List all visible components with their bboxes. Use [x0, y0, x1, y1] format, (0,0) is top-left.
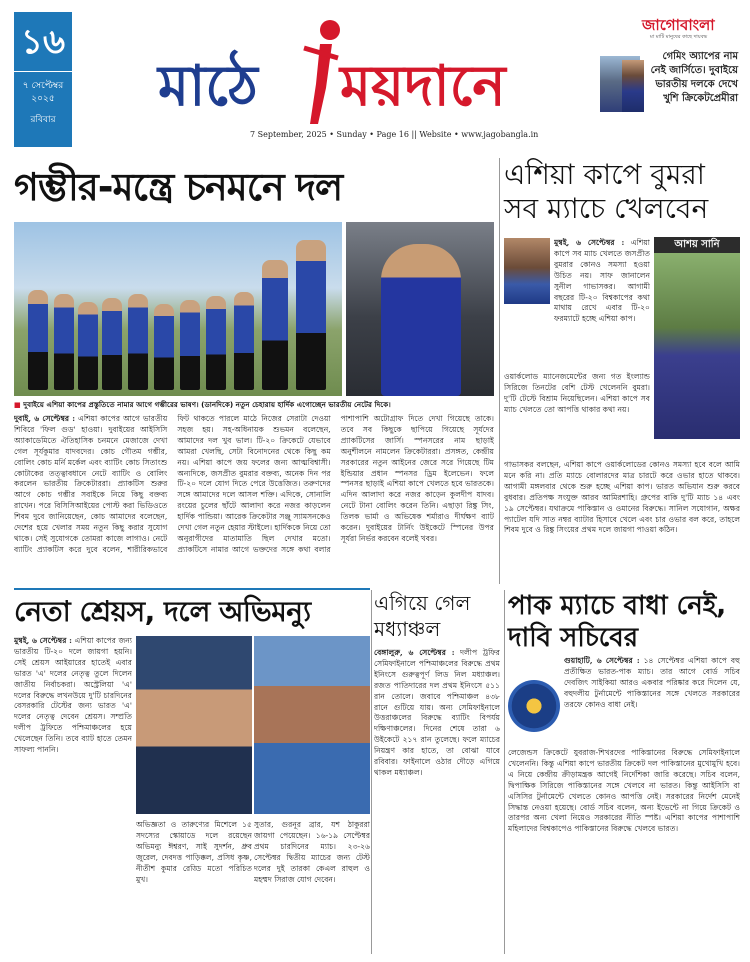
story-pak-match-text-1: ১৪ সেপ্টেম্বর এশিয়া কাপে বহু প্রতীক্ষিত ভারত-পাক ম্যাচ। তার আগে বোর্ড সচিব দেবজিৎ সাইকিয়া আরও একবার পরিষ্কার করে দিলেন যে, বহুদলীয় টুর্নামেন্টে পাকিস্তানের সঙ্গে খেলতে সরকারের তরফে কোনও বাধা নেই।	[564, 656, 740, 709]
story-pak-match-body-1	[564, 656, 740, 748]
headline-bumrah: এশিয়া কাপে বুমরা সব ম্যাচে খেলবেন	[504, 158, 709, 225]
story-shreyas-lead: মুম্বই, ৬ সেপ্টেম্বর :	[14, 636, 72, 645]
brand-tagline: মা মাটি মানুষের কাছে দায়বদ্ধ	[650, 34, 708, 40]
headline-shreyas: নেতা শ্রেয়স, দলে অভিমন্যু	[14, 595, 311, 628]
shreyas-photo	[136, 636, 252, 814]
photo-caption: ■ দুবাইয়ে এশিয়া কাপের প্রস্তুতিতে নামার আগে গম্ভীরের ভাষণ। (ডানদিকে) নতুন চেহারায় হার্দিক এগোচ্ছেন ভারতীয় নেটের দিকে।	[14, 400, 494, 412]
story-main-body	[14, 414, 494, 584]
story-shreyas-body-1	[14, 636, 132, 954]
story-main-text: এশিয়া কাপের আগে ভারতীয় শিবিরে 'ফিল গুড' হাওয়া। দুবাইয়ের আইসিসি অ্যাকাডেমিতে ঐতিহাসিক চনমনে মেজাজে দেখা গেল সূর্যকুমার যাদবদের। কোচ গৌতম গম্ভীর, বোলিং কোচ মর্নি মর্কেল এবং ব্যাটিং কোচ সিতাংশু কোটাকের তত্ত্বাবধানে নেটে ব্যাটিং ও বোলিং করলেন ভারতীয় ক্রিকেটাররা। প্র্যাকটিস শুরুর আগে কোচ গম্ভীর সবাইকে নিয়ে কিছু বক্তব্য রাখেন। পরে বিসিসিআইয়ের পোস্ট করা ভিডিওতে শিবম দুবে জানিয়েছেন, কোচ আমাদের বলেছেন, দেশের হয়ে খেলার সময় নতুন কিছু করার সুযোগ থাকে। সেই সুযোগকে তোমরা কাজে লাগাও। নেটে ব্যাটিং প্র্যাকটিস করে দুবে বলেন, শারীরিকভাবে ফিট থাকতে পারলে মাঠে নিজের সেরাটা দেওয়া সহজ হয়। সহ-অধিনায়ক শুভমন বলেছেন, আমাদের দল খুব ভাল। টি-২০ ক্রিকেটে যেভাবে আমরা খেলছি, সেটা বিনোদনের থেকে কিছু কম নয়। এশিয়া কাপে জয় ফলের জন্য আত্মবিশ্বাসী। অন্যদিকে, জসপ্রীত বুমরার বক্তব্য, অনেক দিন পর টি-২০ দলে যোগ দিতে পেরে উত্তেজিত। তরুণদের সঙ্গে আমাদের দলে আসল শক্তি। এদিকে, সোনালি রংয়ের চুলের ছাঁটে আলাদা করে নজর কাড়লেন হার্দিক পান্ডিয়া। আরেক ক্রিকেটার সঞ্জু স্যামসনকেও দেখা গেল নতুন হেয়ার স্টাইলে। হার্দিককে নিয়ে তো অনুরাগীদের মাতামাতি ছিল দেখার মতো। প্র্যাকটিসে নামার আগে ভক্তদের সঙ্গে কথা বলার পাশাপাশি অটোগ্রাফ দিতে দেখা গিয়েছে তাকে। তবে সব কিছুকে ছাপিয়ে গিয়েছে সূর্যদের প্র্যাকটিসের জার্সি। স্পনসরের নাম ছাড়াই অনুশীলনে নামলেন ক্রিকেটাররা। প্রসঙ্গত, কেন্দ্রীয় সরকারের নতুন আইনের জেরে সরে গিয়েছে টিম ইন্ডিয়ার প্রধান স্পনসর ড্রিম ইলেভেন। ফলে স্পনসর ছাড়াই এশিয়া কাপে খেলতে হবে ভারতকে। এদিন আলাদা করে নজর কাড়েন কুলদীপ যাদব। নেটে টানা বোলিং করেন তিনি। এছাড়া রিঙ্কু সিং, তিলক ভার্মা ও অভিষেক শর্মারাও দীর্ঘক্ষণ ব্যাট করেন। দুবাইয়ের টার্নিং উইকেটে স্পিনের উপর সূর্যরা নির্ভর করবেন বলেই খবর।	[14, 414, 494, 554]
teaser-text: গেমিং অ্যাপের নাম নেই জার্সিতে। দুবাইয়ে ভারতীয় দলকে দেখে খুশি ক্রিকেটপ্রেমীরা	[650, 51, 738, 104]
newspaper-brand: জাগোবাংলা	[642, 16, 715, 34]
section-logo-word-2: ময়দানে	[340, 54, 506, 119]
hardik-photo	[346, 222, 494, 396]
story-pak-match-lead: গুয়াহাটি, ৬ সেপ্টেম্বর :	[564, 656, 640, 665]
headline-pak-match: পাক ম্যাচে বাধা নেই, দাবি সচিবের	[508, 591, 727, 653]
story-central-zone-text: দলীপ ট্রফির সেমিফাইনালে পশ্চিমাঞ্চলের বিরুদ্ধে প্রথম ইনিংসে গুরুত্বপূর্ণ লিড নিল মধ্যাঞ্চল। রজত পাতিদারের দল প্রথম ইনিংসে ৫১১ রান তোলে। জবাবে পশ্চিমাঞ্চল ৪৩৮ রানে গুটিয়ে যায়। অন্য সেমিফাইনালে উত্তরাঞ্চলের বিরুদ্ধে ব্যাটিং বিপর্যয় দক্ষিণাঞ্চলের। দিনের শেষে তারা ৬ উইকেটে ২১৭ রান তুলেছে। ফলে ম্যাচের নিয়ন্ত্রণ কার হাতে, তা বোঝা যাবে রবিবার। ফাইনালে ওঠার দৌড়ে এগিয়ে থাকল মধ্যাঞ্চল।	[374, 648, 500, 777]
story-bumrah-body-3: গাভাসকর বলছেন, এশিয়া কাপে ওয়ার্কলোডের কোনও সমস্যা হবে বলে আমি মনে করি না। প্রতি ম্যাচে বোলারদের মাত্র চারটে করে ওভার হাতে থাকবে। আগামী মঙ্গলবার থেকে শুরু হচ্ছে এশিয়া কাপ। ভারত অভিযান শুরু করবে বুধবার। প্রতিপক্ষ সংযুক্ত আরব আমিরশাহি। গ্রুপের বাকি দু'টি ম্যাচ ১৪ এবং ১৯ সেপ্টেম্বর। যথাক্রমে পাকিস্তান ও ওমানের বিরুদ্ধে। সানিল সযোগান, অক্ষর প্যাটেল যদি সাত নম্বর ব্যাটার হিসাবে খেলে এবং চার ওভার বল করে, তাহলে শিবম দুবে ও রিঙ্কু সিংয়ের প্রথম দলে জায়গা পাওয়া কঠিন।	[504, 460, 740, 535]
story-bumrah-text-1: এশিয়া কাপে সব ম্যাচ খেলতে জসপ্রীত বুমরার কোনও সমস্যা হওয়া উচিত নয়। সাফ জানালেন সুনীল গাভাসকর। আগামী বছরের টি-২০ বিশ্বকাপের কথা মাথায় রেখে এবার টি-২০ ফরম্যাটে হচ্ছে এশিয়া কাপ।	[554, 238, 650, 324]
headline-central-zone: এগিয়ে গেল মধ্যাঞ্চল	[374, 591, 471, 641]
page-badge	[14, 12, 72, 147]
issue-date: ৭ সেপ্টেম্বর ২০২৫	[22, 81, 64, 104]
story-shreyas-text-1: এশিয়া কাপের জন্য ভারতীয় টি-২০ দলে জায়গা হয়নি। সেই শ্রেয়স আইয়ারের হাতেই এবার ভারত 'এ' দলের নেতৃত্ব তুলে দিলেন জাতীয় নির্বাচকরা। অস্ট্রেলিয়া 'এ' দলের বিরুদ্ধে লখনউয়ে দু'টি চারদিনের বেসরকারি টেস্টের জন্য ভারত 'এ' দলের নেতৃত্ব দেবেন শ্রেয়স। সম্প্রতি দলীপ ট্রফিতে পশ্চিমাঞ্চলের হয়ে খেলেছেন তিনি। তবে ব্যাট হাতে তেমন সাফল্য পাননি।	[14, 636, 132, 755]
team-huddle-photo	[14, 222, 342, 396]
section-logo-word-1: মাঠে	[158, 54, 258, 119]
story-central-zone-lead: বেঙ্গালুরু, ৬ সেপ্টেম্বর :	[374, 648, 455, 657]
story-bumrah-lead: মুম্বই, ৬ সেপ্টেম্বর :	[554, 238, 625, 247]
dateline: 7 September, 2025 • Sunday • Page 16 || Website • www.jagobangla.in	[250, 130, 539, 139]
abhimanyu-photo	[254, 636, 370, 814]
story-pak-match-body-2: লেজেন্ডস ক্রিকেটে যুবরাজ-শিখরদের পাকিস্তানের বিরুদ্ধে সেমিফাইনালে খেলেননি। কিন্তু এশিয়া কাপে ভারতীয় ক্রিকেট দল পাকিস্তানের মুখোমুখি হবে। এ নিয়ে কেন্দ্রীয় ক্রীড়ামন্ত্রক আগেই নির্দেশিকা জারি করেছে। সচিব বলেন, দ্বিপাক্ষিক সিরিজে পাকিস্তানের সঙ্গে খেলবে না ভারত। কিন্তু আইসিসি বা এসিসির টুর্নামেন্টে খেলতে কোনও আপত্তি নেই। সরকারের নির্দেশ মেনেই সিদ্ধান্ত নেওয়া হয়েছে। বোর্ড সচিব বলেন, অন্য ইভেন্টে না গিয়ে ক্রিকেট ও তারপর অন্য খেলা নিয়েও সরকারের নীতি স্পষ্ট। এশিয়া কাপের পাশাপাশি মহিলাদের বিশ্বকাপেও পাকিস্তানের বিরুদ্ধে খেলবে ভারত।	[508, 748, 740, 834]
headline-main: গম্ভীর-মন্ত্রে চনমনে দল	[14, 165, 343, 209]
teaser-photo-player	[622, 60, 644, 112]
story-shreyas-body-3: সুতার, গুরনূর ব্রার, যশ ঠাকুররা জায়গা পেয়েছেন। ১৬-১৯ সেপ্টেম্বর প্রথম চারদিনের ম্যাচ। ২৩-২৬ সেপ্টেম্বর দ্বিতীয় ম্যাচের জন্য টেস্ট দলের দুই তারকা কেএল রাহুল ও মহম্মদ সিরাজ যোগ দেবেন।	[254, 820, 370, 884]
bumrah-photo	[654, 253, 740, 439]
issue-weekday: রবিবার	[30, 115, 56, 125]
bcci-logo-icon	[508, 680, 560, 732]
story-bumrah-body-1	[554, 238, 650, 372]
byline: আশয় সানি	[654, 237, 740, 253]
divider	[14, 588, 370, 590]
story-bumrah-body-2: ওয়ার্কলোড ম্যানেজমেন্টের জন্য গত ইংল্যান্ড সিরিজে তিনটের বেশি টেস্ট খেলেননি বুমরা। দু'টি টেস্টে বিশ্রাম নিয়েছিলেন। এশিয়া কাপে সব ম্যাচ খেলতে তো আপত্তি থাকার কথা নয়।	[504, 372, 650, 414]
story-shreyas-body-2: অভিজ্ঞতা ও তারুণ্যের মিশেলে ১৫ সদস্যের স্কোয়াডে দলে রয়েছেন অভিমন্যু ঈশ্বরণ, সাই সুদর্শন, ধ্রুব জুরেল, দেবদত্ত পাড়িক্কল, প্রসিধ কৃষ্ণ, নীতীশ কুমার রেড্ডি মতো পরিচিত মুখ।	[136, 820, 252, 884]
page-number: ১৬	[14, 12, 72, 72]
gavaskar-photo	[504, 238, 550, 304]
story-central-zone-body	[374, 648, 500, 954]
story-main-lead: দুবাই, ৬ সেপ্টেম্বর :	[14, 414, 76, 423]
